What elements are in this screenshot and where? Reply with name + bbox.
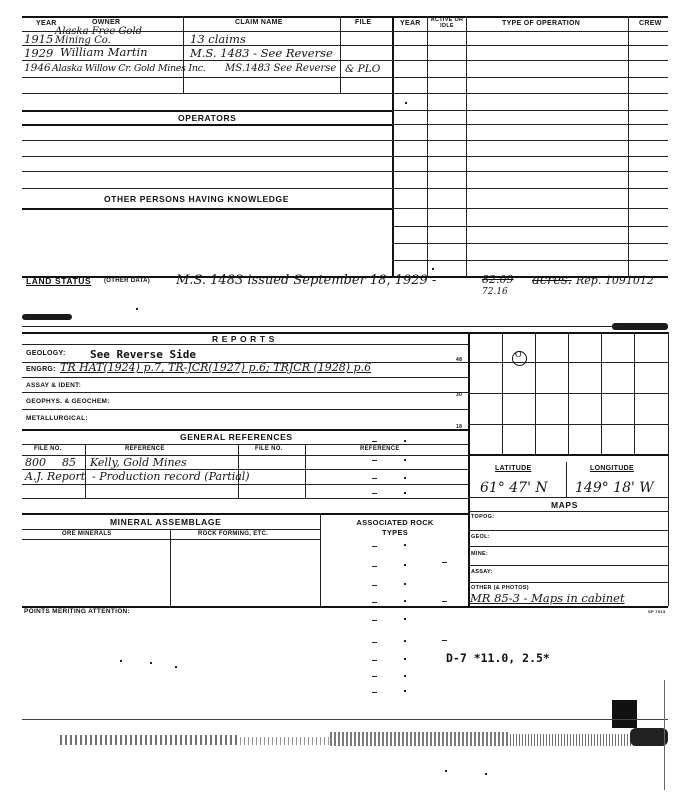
reports-title: R E P O R T S xyxy=(212,334,275,344)
land-status-acres: 72.16 xyxy=(482,287,508,297)
owner-row-1-owner: Alaska Free Gold Mining Co. xyxy=(55,26,143,46)
topog-label: TOPOG: xyxy=(471,514,495,520)
owner-row-2-year: 1929 xyxy=(24,46,54,60)
latitude-label: LATITUDE xyxy=(495,465,532,472)
header-year-2: YEAR xyxy=(400,20,421,27)
maps-label: MAPS xyxy=(551,500,578,510)
longitude-label: LONGITUDE xyxy=(590,465,634,472)
land-status-tail: acres. xyxy=(532,273,572,288)
geology-label: GEOLOGY: xyxy=(26,350,66,357)
land-status-ref: Rep. 1091012 xyxy=(576,274,654,287)
engrg-label: ENGRG: xyxy=(26,366,56,373)
other-persons-label: OTHER PERSONS HAVING KNOWLEDGE xyxy=(104,194,290,204)
ref-header-file-no-2: FILE NO. xyxy=(255,446,283,452)
grid-mark: O xyxy=(515,350,522,359)
other-photos-value: MR 85-3 - Maps in cabinet xyxy=(470,591,625,605)
form-number: SP 7913 xyxy=(648,609,666,614)
geology-value: See Reverse Side xyxy=(90,348,196,361)
ref-row-1-reference: Kelly, Gold Mines xyxy=(90,456,187,469)
ref-row-2-reference: - Production record (Partial) xyxy=(92,470,250,483)
ref-row-1-file-no: 800 xyxy=(25,456,46,469)
ref-header-file-no: FILE NO. xyxy=(34,446,62,452)
side-num-1: 48 xyxy=(456,357,463,363)
owner-row-3-file: & PLO xyxy=(345,63,381,75)
owner-row-3-year: 1946 xyxy=(24,62,51,74)
owner-row-1-claim: 13 claims xyxy=(190,32,246,46)
land-status-label: LAND STATUS xyxy=(26,276,92,286)
ref-header-reference: REFERENCE xyxy=(125,446,165,452)
header-claim-name: CLAIM NAME xyxy=(235,19,283,26)
mineral-assemblage-title: MINERAL ASSEMBLAGE xyxy=(110,517,222,527)
owner-row-1-year: 1915 xyxy=(24,32,54,46)
owner-row-2-owner: William Martin xyxy=(60,45,148,59)
owner-row-3-owner: Alaska Willow Cr. Gold Mines Inc. xyxy=(52,63,206,74)
associated-rock-types-label: ASSOCIATED ROCK TYPES xyxy=(356,518,434,537)
side-num-2: 30 xyxy=(456,392,463,398)
stamp-text: D-7 *11.0, 2.5* xyxy=(446,651,550,665)
geol-label: GEOL: xyxy=(471,534,490,540)
header-type-of-operation: TYPE OF OPERATION xyxy=(502,20,581,27)
geophys-label: GEOPHYS. & GEOCHEM: xyxy=(26,398,110,405)
latitude-value: 61° 47' N xyxy=(480,480,548,496)
header-year: YEAR xyxy=(36,20,57,27)
land-status-sublabel: (OTHER DATA) xyxy=(104,278,151,284)
general-references-title: GENERAL REFERENCES xyxy=(180,432,293,442)
operators-label: OPERATORS xyxy=(178,113,237,123)
points-meriting-label: POINTS MERITING ATTENTION: xyxy=(24,608,131,615)
ref-header-reference-2: REFERENCE xyxy=(360,446,400,452)
header-file: FILE xyxy=(355,19,372,26)
ref-row-2-file-no: A.J. Report xyxy=(25,470,86,483)
land-status-acres-struck: 82.09 xyxy=(482,273,514,286)
engrg-value: TR HAT(1924) p.7, TR-JCR(1927) p.6; TRJCR (1928) p.6 xyxy=(60,361,372,374)
header-owner: OWNER xyxy=(92,19,121,26)
mine-label: MINE: xyxy=(471,551,489,557)
assay-label: ASSAY: xyxy=(471,569,493,575)
assay-ident-label: ASSAY & IDENT: xyxy=(26,382,82,389)
side-num-3: 18 xyxy=(456,424,463,430)
header-crew: CREW xyxy=(639,20,662,27)
metallurgical-label: METALLURGICAL: xyxy=(26,415,88,422)
land-status-text: M.S. 1483 issued September 18, 1929 - xyxy=(176,273,437,288)
ore-minerals-label: ORE MINERALS xyxy=(62,531,112,537)
owner-row-2-claim: M.S. 1483 - See Reverse xyxy=(190,46,333,60)
rock-forming-label: ROCK FORMING, ETC. xyxy=(198,531,269,537)
header-active-or-idle: ACTIVE OR IDLE xyxy=(430,17,464,29)
owner-row-3-claim: MS.1483 See Reverse xyxy=(225,63,337,74)
longitude-value: 149° 18' W xyxy=(575,480,654,496)
other-photos-label: OTHER (& PHOTOS) xyxy=(471,585,529,591)
ref-row-1-num: 85 xyxy=(62,456,76,469)
